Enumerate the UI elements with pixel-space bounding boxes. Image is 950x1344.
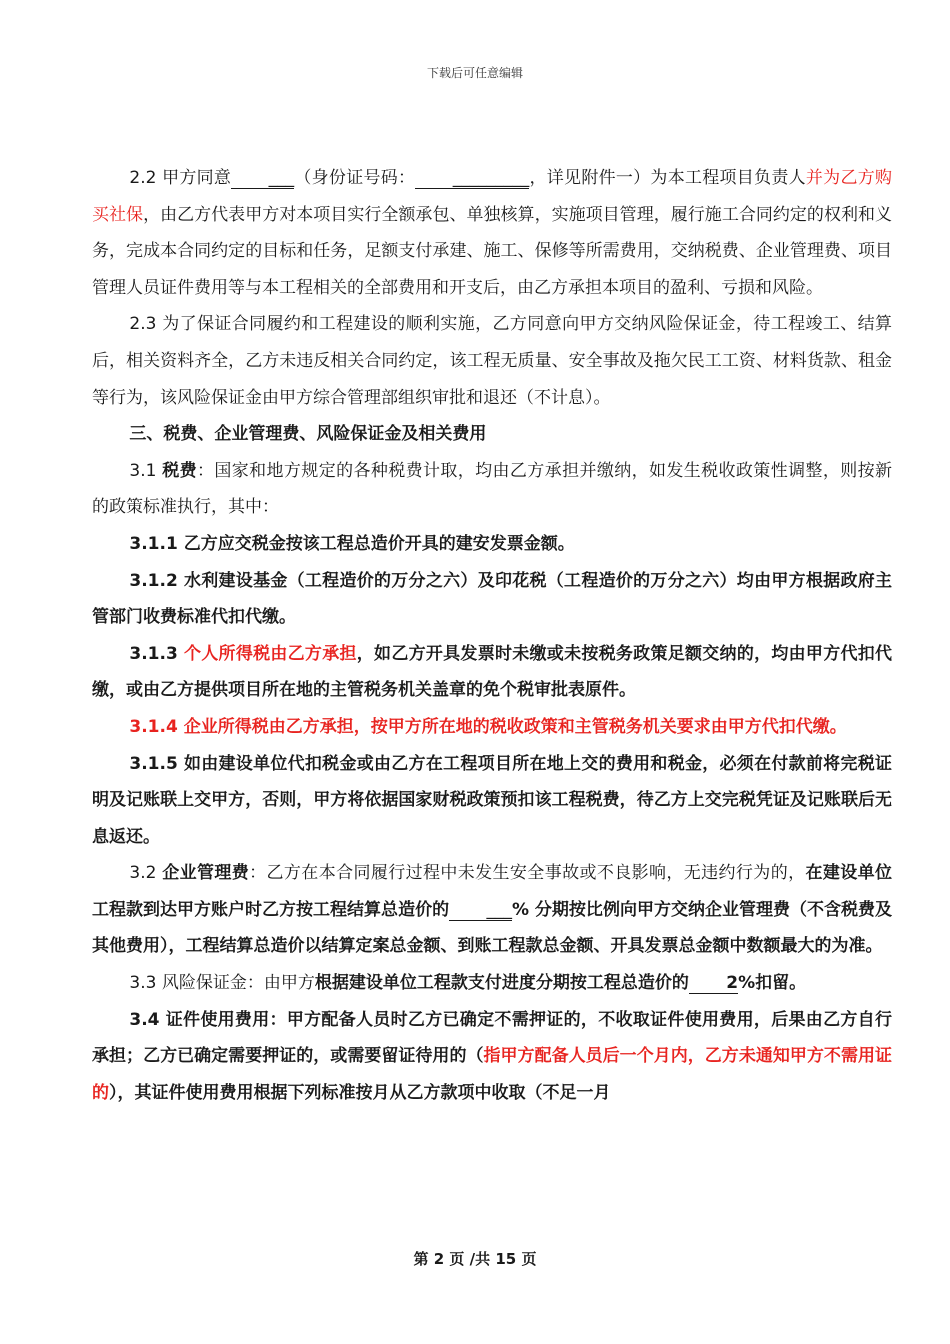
- bold-text: % 分期按比例向甲方交纳企业管理费（不含税费及其他费用），工程结算总造价以结算定案总金额、到账工程款总金额、开具发票总金额中数额最大的为准。: [92, 899, 892, 957]
- paragraph-3-1-2: 3.1.2 水利建设基金（工程造价的万分之六）及印花税（工程造价的万分之六）均由甲方根据政府主管部门收费标准代扣代缴。: [92, 570, 892, 628]
- clause-number: 3.2: [129, 863, 163, 884]
- paragraph-3-4: [92, 1002, 892, 1112]
- highlight-text: 并为乙方购买社保: [92, 168, 893, 225]
- text: ：国家和地方规定的各种税费计取，均由乙方承担并缴纳，如发生税收政策性调整，则按新的政策标准执行，其中：: [92, 460, 893, 518]
- id-number-blank: _________: [415, 169, 529, 189]
- paragraph-3-1-4: 3.1.4 企业所得税由乙方承担，按甲方所在地的税收政策和主管税务机关要求由甲方代扣代缴。: [129, 716, 847, 737]
- text: 2.2 甲方同意: [129, 168, 232, 188]
- text: ，由乙方代表甲方对本项目实行全额承包、单独核算，实施项目管理，履行施工合同约定的权利和义务，完成本合同约定的目标和任务，足额支付承建、施工、保修等所需费用，交纳税费、企业管理费、项目管理人员证件费用等与本工程相关的全部费用和开支后，由乙方承担本项目的盈利、亏损和风险。: [92, 204, 893, 298]
- paragraph-3-2: [92, 855, 892, 965]
- clause-number: 3.1: [129, 460, 163, 481]
- bold-text: %扣留。: [738, 973, 807, 994]
- bold-text: 在建设单位工程款到达甲方账户时乙方按工程结算总造价的: [92, 863, 893, 920]
- highlight-text: 个人所得税由乙方承担: [184, 643, 357, 664]
- text: ，如乙方开具发票时未缴或未按税务政策足额交纳的，均由甲方代扣代缴，或由乙方提供项目所在地的主管税务机关盖章的免个税审批表原件。: [92, 643, 893, 701]
- paragraph-2-3: 2.3 为了保证合同履约和工程建设的顺利实施，乙方同意向甲方交纳风险保证金，待工程竣工、结算后，相关资料齐全，乙方未违反相关合同约定，该工程无质量、安全事故及拖欠民工工资、材料货款、租金等行为，该风险保证金由甲方综合管理部组织审批和退还（不计息）。: [92, 314, 892, 408]
- clause-number: 3.1.3: [129, 643, 184, 664]
- document-body: [92, 160, 892, 1111]
- percent-value: 2: [689, 974, 738, 994]
- highlight-text: 指甲方配备人员后一个月内，乙方未通知甲方不需用证的: [92, 1046, 892, 1103]
- section-heading-3: 三、税费、企业管理费、风险保证金及相关费用: [129, 424, 487, 445]
- paragraph-3-3: [92, 965, 892, 1002]
- text: ，详见附件一）为本工程项目负责人: [529, 168, 806, 188]
- text: 3.3 风险保证金：由甲方: [129, 973, 315, 994]
- paragraph-3-1: [92, 453, 892, 526]
- text: （身份证号码：: [294, 168, 416, 188]
- paragraph-3-1-5: 3.1.5 如由建设单位代扣税金或由乙方在工程项目所在地上交的费用和税金，必须在付款前将完税证明及记账联上交甲方，否则，甲方将依据国家财税政策预扣该工程税费，待乙方上交完税凭证及记账联后无息返还。: [92, 753, 892, 847]
- paragraph-3-1-3: [92, 636, 892, 709]
- text: ），其证件使用费用根据下列标准按月从乙方款项中收取（不足一月: [109, 1082, 611, 1103]
- text: ：乙方在本合同履行过程中未发生安全事故或不良影响，无违约行为的，: [249, 863, 806, 884]
- page-number: 第 2 页 /共 15 页: [413, 1250, 537, 1268]
- paragraph-2-2: [92, 160, 892, 306]
- blank-field: ___: [231, 169, 294, 189]
- paragraph-3-1-1: 3.1.1 乙方应交税金按该工程总造价开具的建安发票金额。: [129, 533, 575, 554]
- header-note: 下载后可任意编辑: [426, 66, 523, 80]
- percent-blank: ___: [449, 901, 512, 921]
- text: 3.4 证件使用费用：甲方配备人员时乙方已确定不需押证的，不收取证件使用费用，后果由乙方自行承担；乙方已确定需要押证的，或需要留证待用的（: [92, 1009, 892, 1067]
- clause-label: 企业管理费: [162, 863, 250, 884]
- bold-text: 根据建设单位工程款支付进度分期按工程总造价的: [314, 973, 689, 994]
- clause-label: 税费: [162, 460, 197, 481]
